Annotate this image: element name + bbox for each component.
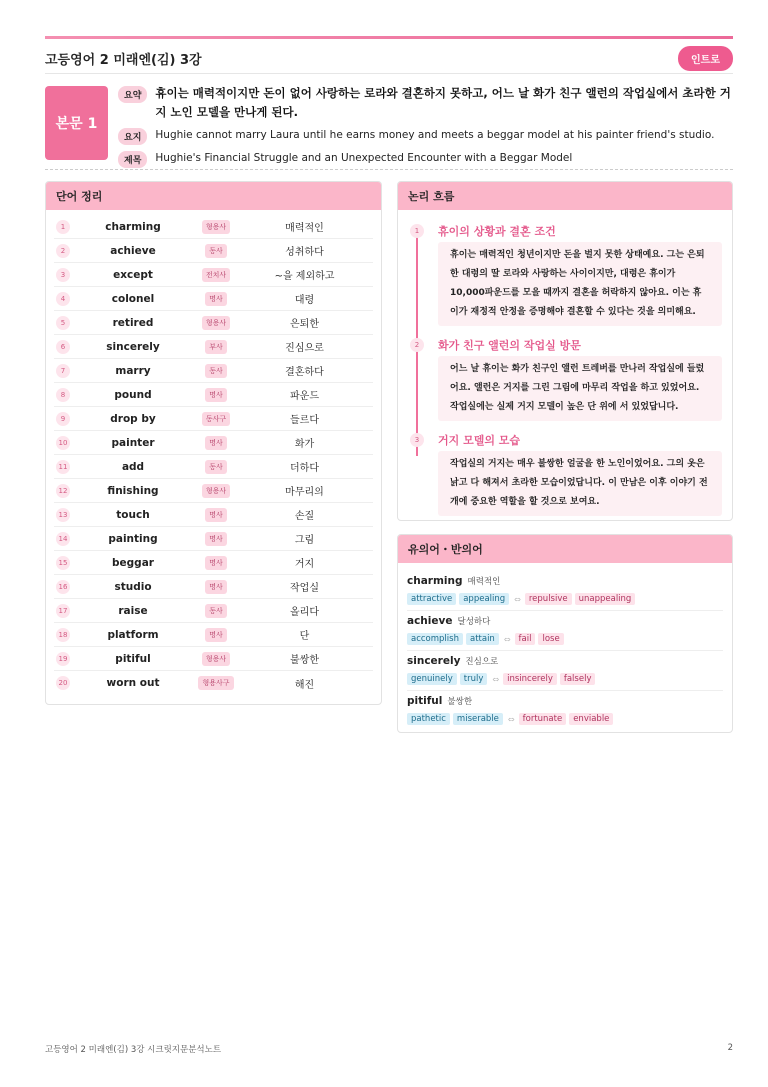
vocab-pos-cell — [196, 652, 236, 666]
vocab-meaning: 은퇴한 — [290, 319, 319, 330]
synonym-chips — [407, 593, 723, 605]
vocab-word: sincerely — [106, 340, 160, 353]
logic-flow — [398, 210, 732, 516]
logic-step-number: 2 — [410, 338, 424, 352]
logic-step-title: 휴이의 상황과 결혼 조건 — [438, 225, 556, 238]
page-number: 2 — [727, 1043, 733, 1053]
antonym-chip: repulsive — [525, 593, 572, 605]
vocab-number: 2 — [56, 244, 70, 258]
intro-button[interactable]: 인트로 — [678, 46, 733, 71]
vocab-number: 19 — [56, 652, 70, 666]
part-of-speech-badge: 동사 — [205, 460, 227, 474]
passage-label: 본문 1 — [45, 86, 108, 160]
synonym-headword-meaning: 불쌍한 — [447, 697, 473, 707]
part-of-speech-badge: 형용사 — [202, 652, 230, 666]
vocab-row — [54, 647, 373, 671]
vocab-row — [54, 455, 373, 479]
vocab-word: colonel — [111, 292, 155, 305]
vocab-row — [54, 479, 373, 503]
vocab-meaning: 해진 — [294, 679, 315, 691]
synonym-headword-meaning: 매력적인 — [467, 577, 501, 587]
logic-step-number: 1 — [410, 224, 424, 238]
vocab-word: pitiful — [115, 652, 151, 665]
vocab-heading: 단어 정리 — [46, 182, 381, 210]
vocab-number: 9 — [56, 412, 70, 426]
vocab-row — [54, 383, 373, 407]
vocab-row — [54, 215, 373, 239]
synonym-chip: attain — [466, 633, 499, 645]
synonym-list — [398, 563, 732, 730]
logic-step-title: 거지 모델의 모습 — [438, 434, 521, 447]
footer-title: 고등영어 2 미래엔(김) 3강 시크릿지문분석노트 — [45, 1045, 222, 1055]
vocab-word: pound — [114, 388, 152, 401]
part-of-speech-badge: 명사 — [205, 556, 227, 570]
vocab-word: marry — [115, 364, 151, 377]
vocab-row — [54, 623, 373, 647]
vocab-row — [54, 503, 373, 527]
vocab-word: painter — [111, 436, 155, 449]
logic-step-body: 어느 날 휴이는 화가 친구인 앨런 트레버를 만나러 작업실에 들렀어요. 앨런은 거지를 그린 그림에 마무리 작업을 하고 있었어요. 작업실에는 실제 거지 모델이 높은 단 위에 서 있었답니다. — [438, 356, 722, 421]
vocab-pos-cell — [196, 388, 236, 402]
vocab-row — [54, 359, 373, 383]
synonym-item — [407, 611, 723, 651]
part-of-speech-badge: 명사 — [205, 508, 227, 522]
part-of-speech-badge: 부사 — [205, 340, 227, 354]
vocab-pos-cell — [196, 364, 236, 378]
part-of-speech-badge: 동사 — [205, 244, 227, 258]
logic-panel — [397, 181, 733, 521]
vocab-row — [54, 335, 373, 359]
vocab-number: 13 — [56, 508, 70, 522]
vocab-number: 18 — [56, 628, 70, 642]
synonym-chips — [407, 633, 723, 645]
synonym-chips — [407, 673, 723, 685]
vocab-word: drop by — [110, 412, 156, 425]
vocab-pos-cell — [196, 556, 236, 570]
vocab-pos-cell — [196, 244, 236, 258]
vocab-pos-cell — [196, 220, 236, 234]
vocab-number: 7 — [56, 364, 70, 378]
synonym-headword: pitiful — [407, 695, 443, 707]
part-of-speech-badge: 명사 — [205, 580, 227, 594]
part-of-speech-badge: 명사 — [205, 628, 227, 642]
vocab-meaning: 결혼하다 — [285, 367, 324, 378]
gist-row — [118, 126, 733, 145]
antonym-chip: lose — [538, 633, 563, 645]
vocab-row — [54, 431, 373, 455]
synonym-headword-line — [407, 655, 723, 671]
title-text: Hughie's Financial Struggle and an Unexpected Encounter with a Beggar Model — [155, 152, 573, 164]
synonym-chip: genuinely — [407, 673, 457, 685]
vocab-word: worn out — [106, 677, 160, 689]
antonym-chip: unappealing — [575, 593, 636, 605]
vocab-pos-cell — [196, 412, 236, 426]
vocab-pos-cell — [196, 628, 236, 642]
part-of-speech-badge: 명사 — [205, 532, 227, 546]
logic-step-header — [408, 334, 722, 356]
vocab-word: raise — [118, 604, 148, 617]
vocab-word: except — [113, 268, 153, 281]
synonym-item — [407, 571, 723, 611]
vocab-meaning: 들르다 — [290, 415, 319, 426]
part-of-speech-badge: 형용사구 — [198, 676, 233, 690]
vocab-number: 10 — [56, 436, 70, 450]
vocab-number: 17 — [56, 604, 70, 618]
antonym-chip: fortunate — [519, 713, 567, 725]
part-of-speech-badge: 형용사 — [202, 484, 230, 498]
synonym-item — [407, 651, 723, 691]
vocab-pos-cell — [196, 532, 236, 546]
logic-step-header — [408, 220, 722, 242]
synonym-item — [407, 691, 723, 730]
vocab-word: finishing — [107, 484, 159, 497]
synonym-heading: 유의어・반의어 — [398, 535, 732, 563]
vocab-pos-cell — [196, 460, 236, 474]
vocab-row — [54, 671, 373, 695]
synonym-headword-line — [407, 575, 723, 591]
vocab-list — [46, 210, 381, 695]
vocab-panel — [45, 181, 382, 705]
vocab-meaning: 거지 — [294, 559, 315, 570]
vocab-pos-cell — [196, 508, 236, 522]
vocab-word: achieve — [110, 244, 156, 257]
part-of-speech-badge: 전치사 — [202, 268, 230, 282]
vocab-meaning: 작업실 — [290, 583, 319, 594]
vocab-meaning: 대령 — [294, 295, 315, 306]
logic-step-number: 3 — [410, 433, 424, 447]
vocab-pos-cell — [196, 268, 236, 282]
vocab-row — [54, 599, 373, 623]
gist-tag: 요지 — [118, 128, 147, 145]
vocab-meaning: 진심으로 — [285, 343, 324, 354]
part-of-speech-badge: 동사 — [205, 364, 227, 378]
synonym-headword-meaning: 진심으로 — [465, 657, 499, 667]
vocab-number: 3 — [56, 268, 70, 282]
vocab-row — [54, 239, 373, 263]
antonym-arrow-icon: ⇔ — [514, 594, 521, 604]
vocab-pos-cell — [196, 676, 236, 690]
passage-meta — [118, 84, 733, 172]
page-title: 고등영어 2 미래엔(김) 3강 — [45, 53, 202, 68]
logic-step-title: 화가 친구 앨런의 작업실 방문 — [438, 339, 581, 352]
part-of-speech-badge: 명사 — [205, 388, 227, 402]
vocab-number: 11 — [56, 460, 70, 474]
vocab-word: charming — [105, 220, 161, 233]
synonym-headword-meaning: 달성하다 — [457, 617, 491, 627]
synonym-chip: attractive — [407, 593, 456, 605]
vocab-row — [54, 407, 373, 431]
antonym-arrow-icon: ⇔ — [503, 634, 511, 644]
synonym-headword-line — [407, 695, 723, 711]
part-of-speech-badge: 동사구 — [202, 412, 230, 426]
logic-step — [408, 429, 722, 516]
synonym-chip: appealing — [459, 593, 509, 605]
part-of-speech-badge: 명사 — [205, 292, 227, 306]
synonym-headword: sincerely — [407, 655, 461, 667]
synonym-headword: achieve — [407, 615, 453, 627]
vocab-row — [54, 575, 373, 599]
vocab-row — [54, 263, 373, 287]
vocab-meaning: 더하다 — [290, 463, 319, 474]
vocab-row — [54, 527, 373, 551]
page-footer — [45, 1043, 733, 1055]
vocab-meaning: 단 — [299, 631, 310, 642]
vocab-meaning: 마무리의 — [285, 487, 324, 498]
logic-step — [408, 334, 722, 421]
vocab-number: 1 — [56, 220, 70, 234]
part-of-speech-badge: 형용사 — [202, 316, 230, 330]
vocab-pos-cell — [196, 436, 236, 450]
vocab-meaning: 매력적인 — [285, 223, 324, 234]
synonym-headword-line — [407, 615, 723, 631]
vocab-meaning: 손질 — [294, 511, 315, 522]
part-of-speech-badge: 명사 — [205, 436, 227, 450]
vocab-word: retired — [112, 316, 154, 329]
vocab-meaning: ~을 제외하고 — [274, 271, 335, 282]
part-of-speech-badge: 형용사 — [202, 220, 230, 234]
vocab-number: 12 — [56, 484, 70, 498]
title-row — [118, 149, 733, 168]
synonym-chip: miserable — [453, 713, 503, 725]
logic-step — [408, 220, 722, 326]
gist-text: Hughie cannot marry Laura until he earns money and meets a beggar model at his painter friend's studio. — [155, 129, 715, 141]
synonym-chip: accomplish — [407, 633, 463, 645]
part-of-speech-badge: 동사 — [205, 604, 227, 618]
antonym-chip: fail — [515, 633, 536, 645]
summary-text: 휴이는 매력적이지만 돈이 없어 사랑하는 로라와 결혼하지 못하고, 어느 날 화가 친구 앨런의 작업실에서 초라한 거지 노인 모델을 만나게 된다. — [155, 86, 731, 119]
vocab-word: platform — [107, 628, 159, 641]
vocab-number: 14 — [56, 532, 70, 546]
antonym-chip: insincerely — [503, 673, 557, 685]
vocab-meaning: 그림 — [294, 535, 315, 546]
vocab-word: touch — [116, 508, 150, 521]
vocab-number: 6 — [56, 340, 70, 354]
summary-tag: 요약 — [118, 86, 147, 103]
logic-step-header — [408, 429, 722, 451]
vocab-word: studio — [114, 580, 152, 593]
antonym-arrow-icon: ⇔ — [507, 714, 515, 724]
logic-step-body: 휴이는 매력적인 청년이지만 돈을 벌지 못한 상태예요. 그는 은퇴한 대령의 딸 로라와 사랑하는 사이이지만, 대령은 휴이가 10,000파운드를 모을 때까지 결혼을 허락하지 않아요. 이는 휴이가 재정적 안정을 증명해야 결혼할 수 있다는 것을 의미해요. — [438, 242, 722, 326]
synonym-chip: truly — [460, 673, 488, 685]
logic-step-body: 작업실의 거지는 매우 불쌍한 얼굴을 한 노인이었어요. 그의 옷은 낡고 다 해져서 초라한 모습이었답니다. 이 만남은 이후 이야기 전개에 중요한 역할을 할 것으로 보여요. — [438, 451, 722, 516]
vocab-number: 20 — [56, 676, 70, 690]
vocab-pos-cell — [196, 580, 236, 594]
vocab-number: 16 — [56, 580, 70, 594]
vocab-number: 15 — [56, 556, 70, 570]
vocab-number: 8 — [56, 388, 70, 402]
antonym-chip: falsely — [560, 673, 596, 685]
vocab-pos-cell — [196, 292, 236, 306]
vocab-row — [54, 287, 373, 311]
summary-row — [118, 84, 733, 122]
vocab-word: painting — [108, 532, 158, 545]
vocab-pos-cell — [196, 316, 236, 330]
synonym-panel — [397, 534, 733, 733]
vocab-meaning: 불쌍한 — [290, 655, 319, 666]
vocab-pos-cell — [196, 484, 236, 498]
synonym-chips — [407, 713, 723, 725]
vocab-number: 4 — [56, 292, 70, 306]
vocab-row — [54, 311, 373, 335]
antonym-arrow-icon: ⇔ — [492, 674, 500, 684]
divider — [45, 169, 733, 170]
vocab-pos-cell — [196, 340, 236, 354]
vocab-meaning: 성취하다 — [285, 247, 324, 258]
synonym-chip: pathetic — [407, 713, 450, 725]
vocab-word: beggar — [112, 556, 154, 569]
vocab-meaning: 파운드 — [290, 391, 319, 402]
page-header — [45, 44, 733, 74]
top-accent-bar — [45, 36, 733, 39]
vocab-word: add — [121, 460, 145, 473]
logic-heading: 논리 흐름 — [398, 182, 732, 210]
vocab-row — [54, 551, 373, 575]
vocab-meaning: 화가 — [294, 439, 315, 450]
title-tag: 제목 — [118, 151, 147, 168]
vocab-number: 5 — [56, 316, 70, 330]
vocab-meaning: 올리다 — [290, 607, 319, 618]
antonym-chip: enviable — [569, 713, 613, 725]
synonym-headword: charming — [407, 575, 463, 587]
vocab-pos-cell — [196, 604, 236, 618]
